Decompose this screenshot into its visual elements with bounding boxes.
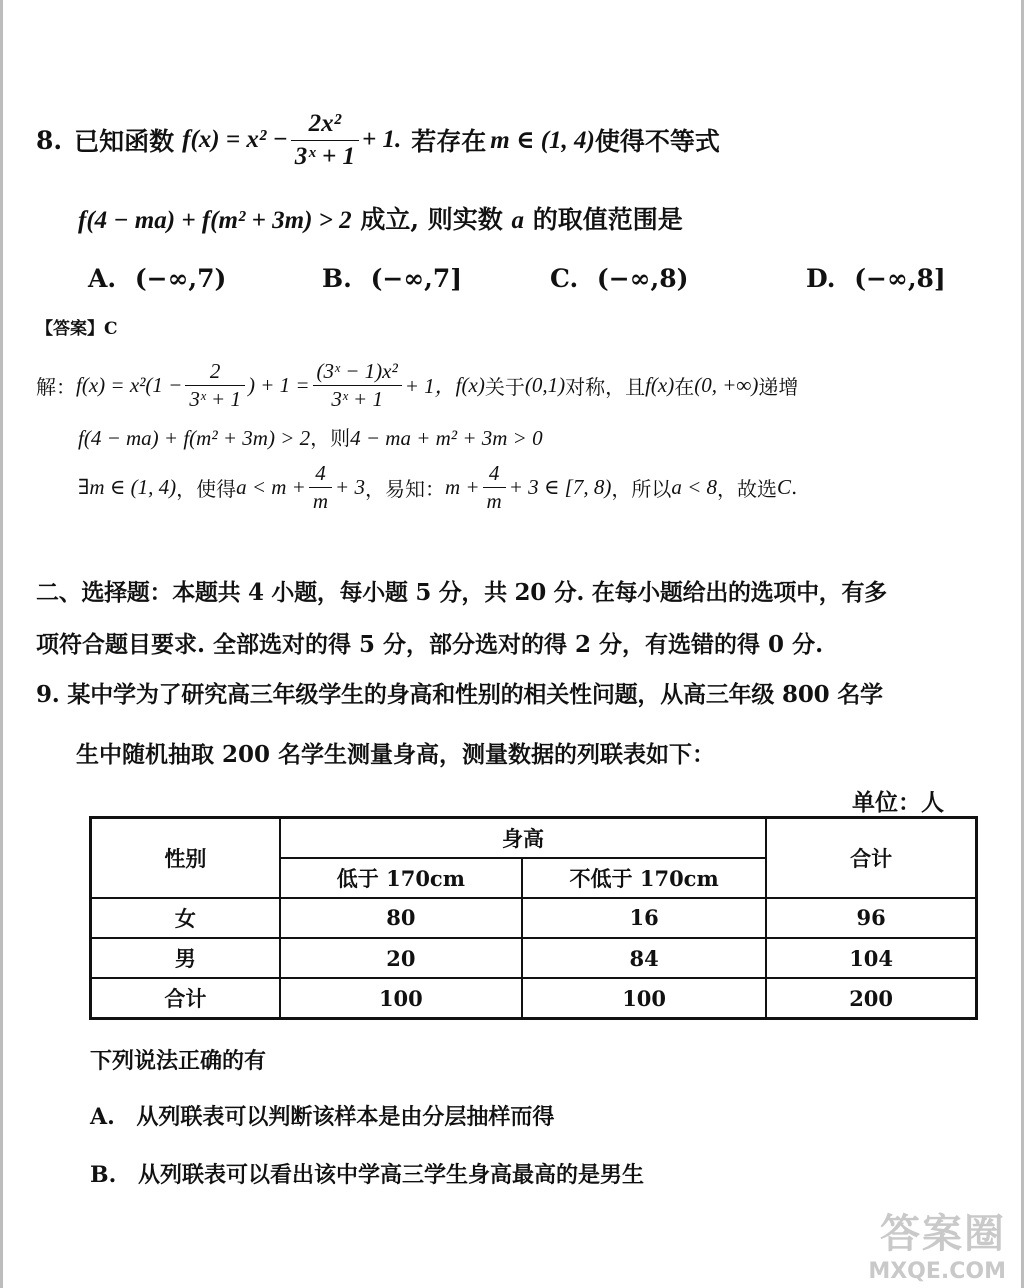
solution-text: .	[791, 475, 798, 499]
option-label: A.	[88, 264, 117, 293]
option-text: 从列联表可以看出该中学高三学生身高最高的是男生	[137, 1162, 644, 1188]
solution-text: 递增	[758, 374, 799, 399]
solution-fraction	[309, 460, 332, 514]
cell-high: 100	[522, 978, 766, 1018]
q8-inequality: f(4 − ma) + f(m² + 3m) > 2	[78, 207, 352, 234]
fraction-numerator: 4	[309, 460, 332, 487]
solution-expr: + 1，	[404, 374, 456, 398]
option-label: A.	[90, 1104, 115, 1130]
q9-unit: 单位：人	[852, 789, 944, 816]
solution-text: 关于	[484, 374, 525, 399]
header-below-170: 低于 170cm	[280, 858, 522, 898]
answer-label: 【答案】	[36, 319, 104, 339]
q8-var-a: a	[511, 207, 525, 234]
solution-text: ，所以	[611, 476, 672, 501]
solution-line1	[36, 354, 798, 416]
table-row	[91, 978, 977, 1018]
answer-value: C	[104, 319, 118, 339]
option-label: B.	[90, 1162, 117, 1188]
q8-number: 8.	[36, 125, 63, 155]
solution-expr: f(4 − ma) + f(m² + 3m) > 2	[78, 426, 311, 450]
solution-expr: + 3	[335, 474, 365, 499]
cell-low: 80	[280, 898, 522, 938]
q9-prompt: 下列说法正确的有	[90, 1048, 267, 1074]
solution-fraction	[185, 358, 245, 412]
solution-expr: m +	[444, 474, 480, 499]
q8-option-a	[88, 264, 226, 293]
option-label: D.	[806, 264, 836, 293]
solution-expr: f(x)	[455, 372, 485, 397]
fraction-numerator: 4	[483, 460, 506, 487]
q8-option-d	[806, 264, 946, 293]
q8-func-frac-num: 2x²	[291, 108, 359, 140]
solution-expr: 4 − ma + m² + 3m > 0	[350, 426, 543, 450]
cell-low: 100	[280, 978, 522, 1018]
q9-option-a	[90, 1100, 554, 1131]
solution-line2	[78, 422, 543, 451]
cell-high: 16	[522, 898, 766, 938]
table-row	[91, 938, 977, 978]
page-left-edge	[0, 0, 3, 1288]
fraction-denominator: m	[312, 488, 329, 513]
option-label: C.	[550, 264, 579, 293]
q9-line1: 9. 某中学为了研究高三年级学生的身高和性别的相关性问题，从高三年级 800 名学	[36, 681, 883, 708]
row-label: 女	[91, 898, 280, 938]
q8-line2-end: 的取值范围是	[532, 205, 683, 234]
solution-text: ，则	[310, 426, 351, 450]
q8-line1	[36, 108, 720, 172]
solution-expr: ∃m ∈ (1, 4)	[78, 474, 177, 499]
table-row	[91, 898, 977, 938]
cell-total: 200	[766, 978, 976, 1018]
q8-option-c	[550, 264, 688, 293]
q8-func-frac-den: 3ˣ + 1	[294, 142, 355, 170]
q8-cond1: 若存在	[411, 127, 487, 156]
header-total: 合计	[766, 818, 976, 898]
solution-expr: C	[777, 474, 792, 499]
option-value: (−∞,7]	[370, 264, 463, 293]
row-label: 合计	[91, 978, 280, 1018]
section2-line1: 二、选择题：本题共 4 小题，每小题 5 分，共 20 分. 在每小题给出的选项中，有多	[36, 579, 887, 606]
fraction-denominator: m	[486, 488, 502, 513]
answer-line	[36, 314, 118, 339]
fraction-denominator: 3ˣ + 1	[331, 386, 383, 411]
solution-prefix: 解：	[36, 374, 76, 399]
watermark-main: 答案圈	[880, 1211, 1006, 1257]
option-label: B.	[322, 264, 352, 293]
watermark-logo	[868, 1202, 1006, 1284]
watermark-sub: MXQE.COM	[868, 1259, 1006, 1284]
cell-total: 96	[766, 898, 976, 938]
solution-fraction	[483, 460, 506, 514]
cell-low: 20	[280, 938, 522, 978]
solution-fraction	[313, 358, 402, 412]
fraction-numerator: 2	[185, 358, 245, 385]
q9-line2: 生中随机抽取 200 名学生测量身高，测量数据的列联表如下：	[76, 741, 716, 768]
solution-expr: f(x) = x²(1 −	[76, 372, 183, 397]
header-not-below-170: 不低于 170cm	[522, 858, 766, 898]
header-height: 身高	[280, 818, 767, 858]
row-label: 男	[91, 938, 280, 978]
solution-expr: + 3 ∈ [7, 8)	[508, 474, 612, 499]
q9-option-b	[90, 1158, 644, 1189]
q8-cond2: 使得不等式	[594, 127, 720, 156]
fraction-numerator: (3ˣ − 1)x²	[313, 358, 402, 385]
cell-high: 84	[522, 938, 766, 978]
contingency-table	[89, 816, 978, 1020]
solution-line3	[78, 456, 797, 518]
option-text: 从列联表可以判断该样本是由分层抽样而得	[136, 1104, 555, 1130]
solution-text: 在	[674, 374, 695, 399]
section2-line2: 项符合题目要求. 全部选对的得 5 分，部分选对的得 2 分，有选错的得 0 分.	[36, 631, 824, 658]
option-value: (−∞,8]	[854, 264, 946, 293]
option-value: (−∞,8)	[596, 264, 689, 293]
solution-text: ，故选	[717, 476, 778, 501]
q8-line2	[78, 200, 683, 236]
option-value: (−∞,7)	[134, 264, 227, 293]
q8-func-fraction	[291, 108, 359, 172]
q8-option-b	[322, 264, 462, 293]
solution-expr: ) + 1 =	[247, 372, 310, 397]
q8-cond-m: m ∈ (1, 4)	[490, 127, 595, 154]
solution-text: ，使得	[176, 476, 237, 501]
solution-expr: a < 8	[671, 474, 718, 499]
fraction-denominator: 3ˣ + 1	[189, 386, 241, 411]
solution-expr: f(x)	[645, 372, 675, 397]
solution-expr: (0, +∞)	[694, 372, 759, 397]
header-gender: 性别	[91, 818, 280, 898]
solution-expr: (0,1)	[524, 372, 566, 397]
q8-func-tail: + 1.	[362, 126, 402, 153]
q8-intro: 已知函数	[74, 127, 175, 156]
solution-text: ，易知：	[364, 476, 445, 501]
q8-func-lhs: f(x) = x² −	[182, 126, 288, 153]
q8-line2-text: 成立, 则实数	[360, 205, 503, 234]
solution-text: 对称，且	[565, 374, 646, 399]
cell-total: 104	[766, 938, 976, 978]
solution-expr: a < m +	[236, 474, 306, 499]
